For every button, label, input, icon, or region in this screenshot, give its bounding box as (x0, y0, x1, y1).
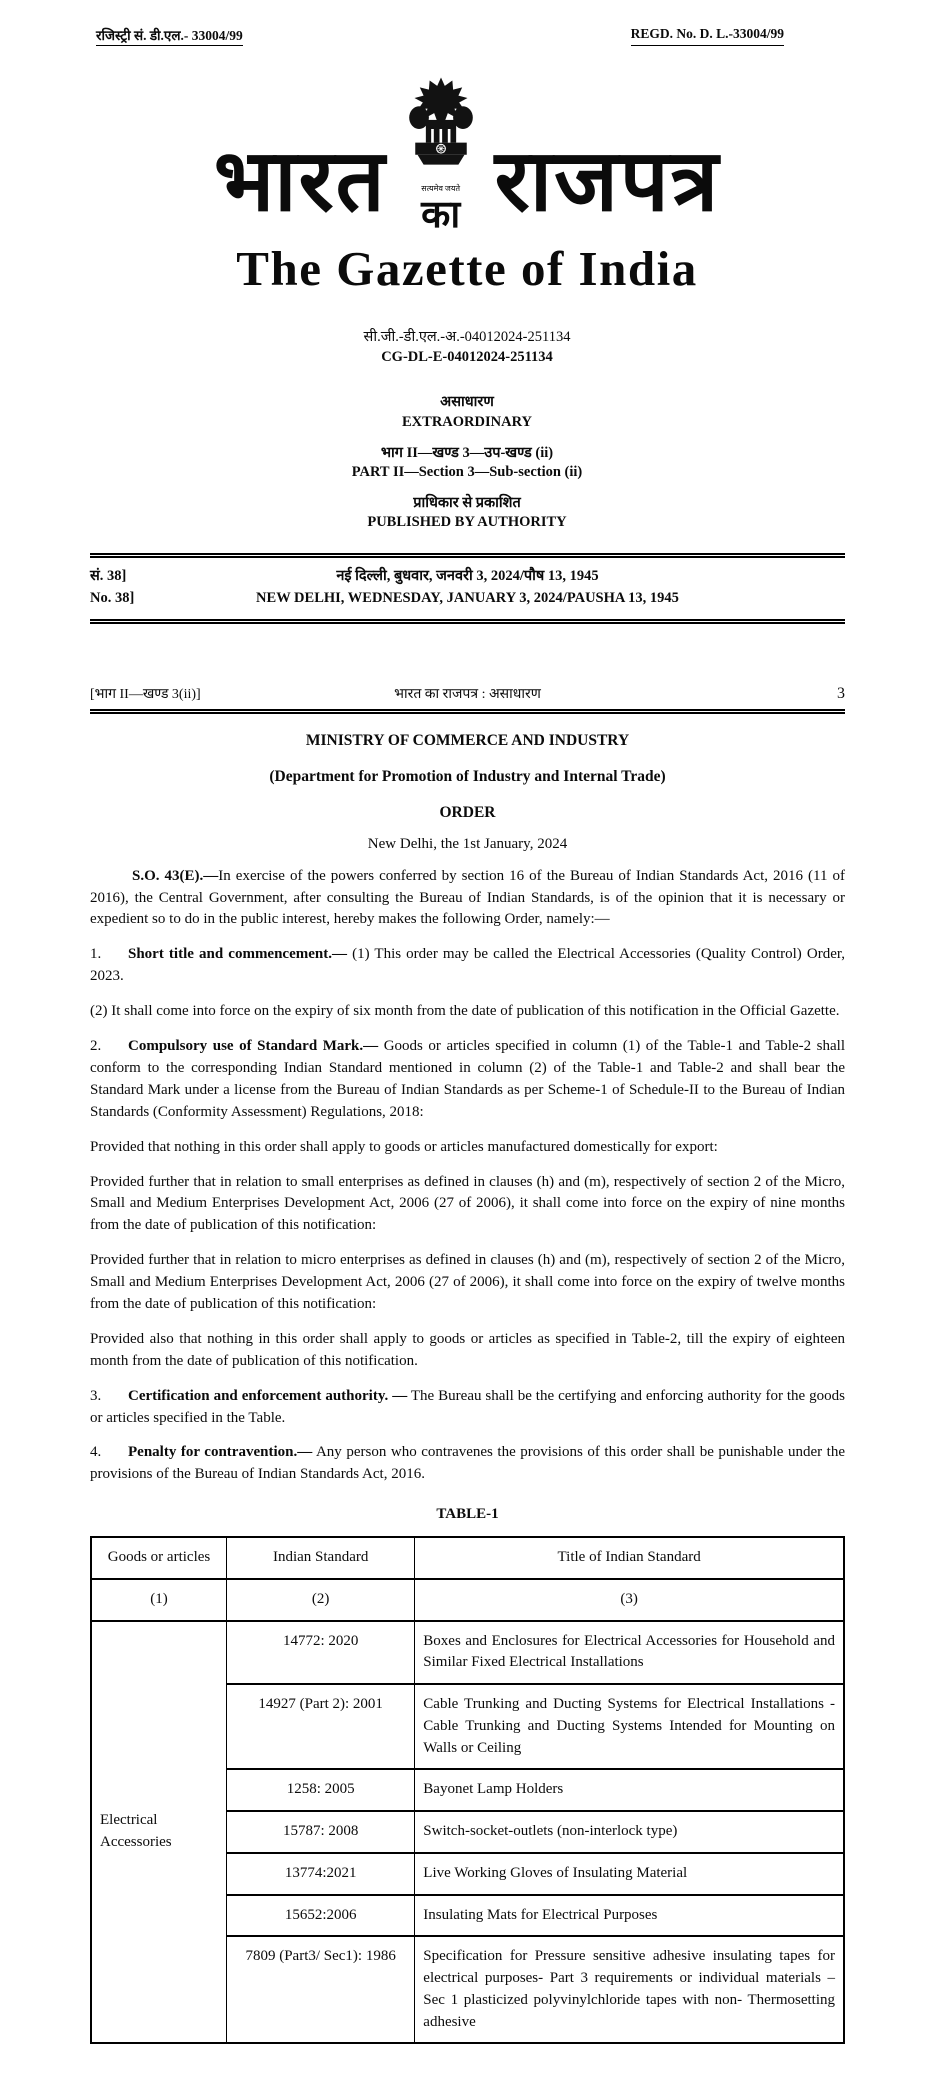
gazette-code-hindi: सी.जी.-डी.एल.-अ.-04012024-251134 (363, 328, 571, 345)
table1-standard-cell: 15652:2006 (227, 1895, 415, 1937)
proviso-micro-enterprises (90, 1250, 845, 1316)
table1-colnum-row (91, 1579, 844, 1621)
table1-standard-cell: 13774:2021 (227, 1853, 415, 1895)
paragraph-text: The Bureau shall be the certifying and enforcing authority for the goods or articles specified in the Table. (90, 1387, 845, 1426)
extraordinary-pair (0, 393, 934, 432)
gazette-code-english: CG-DL-E-04012024-251134 (381, 349, 553, 366)
issue-bar (90, 553, 845, 624)
paragraph-text: In exercise of the powers conferred by section 16 of the Bureau of Indian Standards Act, 2016 (11 of 2016), the Central Government, after consulting the Bureau of Indian Standards, is of the opinion that it is necessary or expedient so to do in the public interest, hereby makes the following Order, namely:— (90, 867, 845, 928)
department-heading: (Department for Promotion of Industry and Internal Trade) (269, 767, 666, 785)
masthead-subtitle: The Gazette of India (236, 240, 698, 296)
order-heading: ORDER (439, 803, 496, 821)
issue-date-english: NEW DELHI, WEDNESDAY, JANUARY 3, 2024/PAUSHA 13, 1945 (256, 590, 679, 607)
order-paragraph-1 (90, 944, 845, 988)
table1-colnum-3: (3) (415, 1579, 844, 1621)
masthead-title (0, 76, 934, 236)
table1-standard-cell: 14927 (Part 2): 2001 (227, 1684, 415, 1769)
paragraph-lead: Certification and enforcement authority. — (128, 1387, 408, 1404)
paragraph-number: 1. (90, 946, 102, 963)
order-paragraph-so (90, 866, 845, 932)
paragraph-lead: Compulsory use of Standard Mark.— (128, 1038, 379, 1055)
issue-row-hindi (90, 565, 845, 587)
paragraph-text: Provided further that in relation to micro enterprises as defined in clauses (h) and (m), respectively of section 2 of the Micro, Small and Medium Enterprises Development Act, 2006 (27 of 2006), it shall come into force on the expiry of twelve months from the date of publication of this notification: (90, 1252, 845, 1312)
table1-colnum-2: (2) (227, 1579, 415, 1621)
paragraph-text: Any person who contravenes the provisions of this order shall be punishable under the provisions of the Bureau of Indian Standards Act, 2016. (90, 1444, 845, 1483)
order-paragraph-1-2 (90, 1001, 845, 1023)
running-header (90, 684, 845, 714)
table1-standard-cell: 15787: 2008 (227, 1811, 415, 1853)
table1-colnum-1: (1) (91, 1579, 227, 1621)
table1-title-cell: Boxes and Enclosures for Electrical Accessories for Household and Similar Fixed Electrical Installations (415, 1621, 844, 1685)
table1-header-row (91, 1537, 844, 1579)
registration-header (0, 26, 934, 46)
order-paragraph-3 (90, 1386, 845, 1430)
table1-header-title: Title of Indian Standard (415, 1537, 844, 1579)
running-header-part: [भाग II—खण्ड 3(ii)] (90, 686, 201, 702)
masthead-title-hindi-middle: का (421, 192, 461, 236)
paragraph-text: Provided further that in relation to small enterprises as defined in clauses (h) and (m), respectively of section 2 of the Micro, Small and Medium Enterprises Development Act, 2006 (27 of 2006), it shall come into force on the expiry of nine months from the date of publication of this notification: (90, 1173, 845, 1234)
table1-header-standard: Indian Standard (227, 1537, 415, 1579)
table1-caption: TABLE-1 (436, 1506, 499, 1523)
gazette-codes (0, 327, 934, 368)
paragraph-lead: Short title and commencement.— (128, 946, 347, 963)
proviso-export (90, 1137, 845, 1159)
table1-standard-cell: 14772: 2020 (227, 1621, 415, 1685)
part-section-pair (0, 444, 934, 483)
issue-number-hindi: सं. 38] (90, 567, 127, 584)
extraordinary-english: EXTRAORDINARY (402, 413, 532, 430)
order-paragraph-2 (90, 1036, 845, 1124)
emblem-column (403, 76, 479, 236)
paragraph-number: 4. (90, 1444, 102, 1461)
issue-row-english (90, 587, 845, 609)
table1-standard-cell: 7809 (Part3/ Sec1): 1986 (227, 1936, 415, 2043)
table1-title-cell: Cable Trunking and Ducting Systems for Electrical Installations - Cable Trunking and Ducting Systems Intended for Mounting on Walls or Ceiling (415, 1684, 844, 1769)
paragraph-number: 3. (90, 1387, 102, 1404)
part-section-hindi: भाग II—खण्ड 3—उप-खण्ड (ii) (380, 444, 554, 461)
page-number: 3 (837, 684, 845, 702)
order-dateline: New Delhi, the 1st January, 2024 (367, 835, 568, 852)
national-emblem-icon (403, 76, 479, 182)
masthead-title-hindi-right: राजपत्र (494, 130, 721, 231)
authority-english: PUBLISHED BY AUTHORITY (367, 514, 567, 531)
ministry-heading: MINISTRY OF COMMERCE AND INDUSTRY (305, 731, 630, 749)
running-header-title: भारत का राजपत्र : असाधारण (394, 686, 541, 702)
issue-date-hindi: नई दिल्ली, बुधवार, जनवरी 3, 2024/पौष 13, 1945 (336, 567, 599, 584)
paragraph-lead: S.O. 43(E).— (132, 867, 219, 884)
paragraph-lead: Penalty for contravention.— (128, 1444, 313, 1461)
table1 (90, 1536, 845, 2044)
table1-title-cell: Specification for Pressure sensitive adhesive insulating tapes for electrical purposes- Part 3 requirements or individual materials – Sec 1 plasticized polyvinylchloride tapes with non- Thermosetting adhesive (415, 1936, 844, 2043)
table1-title-cell: Bayonet Lamp Holders (415, 1769, 844, 1811)
paragraph-text: Goods or articles specified in column (1) of the Table-1 and Table-2 shall conform to the corresponding Indian Standard mentioned in column (2) of the Table-1 and Table-2 and shall bear the Standard Mark under a license from the Bureau of Indian Standards as per Scheme-1 of Schedule-II to the Bureau of Indian Standards (Conformity Assessment) Regulations, 2018: (90, 1038, 846, 1120)
authority-pair (0, 494, 934, 533)
paragraph-text: (2) It shall come into force on the expiry of six month from the date of publication of this notification in the Official Gazette. (90, 1003, 840, 1020)
masthead (0, 76, 934, 533)
registry-number-english: REGD. No. D. L.-33004/99 (631, 26, 784, 46)
proviso-table2 (90, 1329, 845, 1373)
issue-number-english: No. 38] (90, 590, 135, 607)
order-paragraph-4 (90, 1442, 845, 1486)
order-content (90, 732, 845, 2045)
masthead-title-hindi-left: भारत (213, 130, 387, 231)
paragraph-text: (1) This order may be called the Electrical Accessories (Quality Control) Order, 2023. (90, 946, 845, 985)
proviso-small-enterprises (90, 1172, 845, 1238)
table-row (91, 1621, 844, 1685)
paragraph-text: Provided that nothing in this order shall apply to goods or articles manufactured domestically for export: (90, 1138, 718, 1155)
emblem-motto: सत्यमेव जयते (421, 184, 461, 193)
registry-number-hindi: रजिस्ट्री सं. डी.एल.- 33004/99 (96, 26, 243, 46)
table1-goods-cell: Electrical Accessories (91, 1621, 227, 2044)
table1-standard-cell: 1258: 2005 (227, 1769, 415, 1811)
table1-title-cell: Insulating Mats for Electrical Purposes (415, 1895, 844, 1937)
table1-header-goods: Goods or articles (91, 1537, 227, 1579)
part-section-english: PART II—Section 3—Sub-section (ii) (351, 464, 583, 481)
paragraph-text: Provided also that nothing in this order shall apply to goods or articles as specified in Table-2, till the expiry of eighteen month from the date of publication of this notification. (90, 1330, 845, 1369)
table1-title-cell: Live Working Gloves of Insulating Material (415, 1853, 844, 1895)
paragraph-number: 2. (90, 1038, 102, 1055)
table1-title-cell: Switch-socket-outlets (non-interlock type) (415, 1811, 844, 1853)
publication-block (0, 393, 934, 532)
authority-hindi: प्राधिकार से प्रकाशित (413, 494, 521, 511)
extraordinary-hindi: असाधारण (440, 394, 494, 411)
